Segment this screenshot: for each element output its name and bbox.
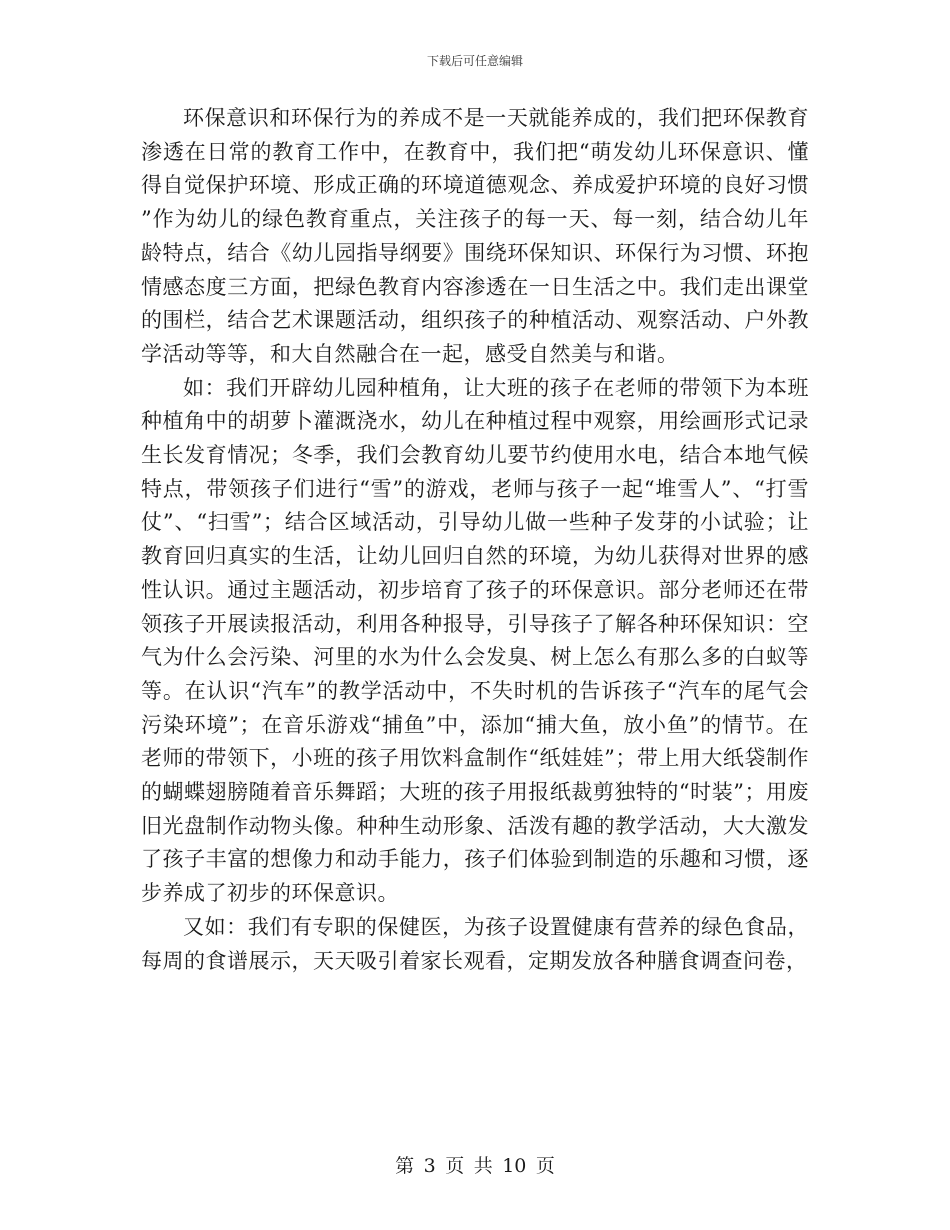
page-middle-1: 页	[445, 1155, 465, 1177]
page-header	[0, 54, 950, 68]
page-footer	[0, 1154, 950, 1178]
page-prefix: 第	[395, 1155, 415, 1177]
page-middle-2: 共	[473, 1155, 493, 1177]
page-suffix: 页	[535, 1155, 555, 1177]
document-body	[141, 102, 809, 978]
paragraph-1: 环保意识和环保行为的养成不是一天就能养成的，我们把环保教育渗透在日常的教育工作中，在教育中，我们把“萌发幼儿环保意识、懂得自觉保护环境、形成正确的环境道德观念、养成爱护环境的良好习惯”作为幼儿的绿色教育重点，关注孩子的每一天、每一刻，结合幼儿年龄特点，结合《幼儿园指导纲要》围绕环保知识、环保行为习惯、环抱情感态度三方面，把绿色教育内容渗透在一日生活之中。我们走出课堂的围栏，结合艺术课题活动，组织孩子的种植活动、观察活动、户外教学活动等等，和大自然融合在一起，感受自然美与和谐。	[141, 106, 809, 366]
paragraph-2: 如：我们开辟幼儿园种植角，让大班的孩子在老师的带领下为本班种植角中的胡萝卜灌溉浇水，幼儿在种植过程中观察，用绘画形式记录生长发育情况；冬季，我们会教育幼儿要节约使用水电，结合本地气候特点，带领孩子们进行“雪”的游戏，老师与孩子一起“堆雪人”、“打雪仗”、“扫雪”；结合区域活动，引导幼儿做一些种子发芽的小试验；让教育回归真实的生活，让幼儿回归自然的环境，为幼儿获得对世界的感性认识。通过主题活动，初步培育了孩子的环保意识。部分老师还在带领孩子开展读报活动，利用各种报导，引导孩子了解各种环保知识：空气为什么会污染、河里的水为什么会发臭、树上怎么有那么多的白蚁等等。在认识“汽车”的教学活动中，不失时机的告诉孩子“汽车的尾气会污染环境”；在音乐游戏“捕鱼”中，添加“捕大鱼，放小鱼”的情节。在老师的带领下，小班的孩子用饮料盒制作“纸娃娃”；带上用大纸袋制作的蝴蝶翅膀随着音乐舞蹈；大班的孩子用报纸裁剪独特的“时装”；用废旧光盘制作动物头像。种种生动形象、活泼有趣的教学活动，大大激发了孩子丰富的想像力和动手能力，孩子们体验到制造的乐趣和习惯，逐步养成了初步的环保意识。	[141, 375, 809, 906]
page-total: 10	[502, 1155, 527, 1177]
header-note: 下载后可任意编辑	[426, 54, 523, 68]
page-current: 3	[423, 1155, 436, 1177]
paragraph-3: 又如：我们有专职的保健医，为孩子设置健康有营养的绿色食品，每周的食谱展示，天天吸引着家长观看，定期发放各种膳食调查问卷，	[141, 914, 809, 973]
